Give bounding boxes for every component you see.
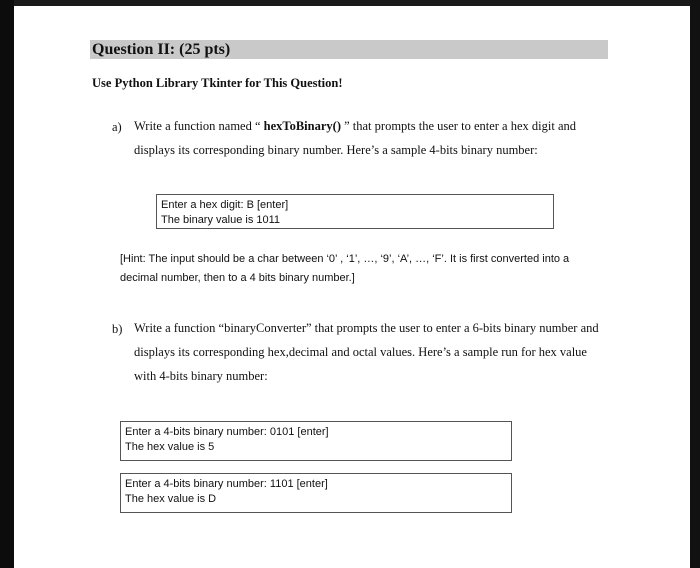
part-a-text-before: Write a function named “ xyxy=(134,119,264,133)
sample-a-line1: Enter a hex digit: B [enter] xyxy=(161,199,289,211)
part-a-line1 xyxy=(134,114,634,138)
part-b-line2: displays its corresponding hex,decimal and octal values. Here’s a sample run for hex value xyxy=(134,345,587,359)
sample-b2-line1: Enter a 4-bits binary number: 1101 [enter] xyxy=(125,478,328,490)
hint-line1: [Hint: The input should be a char between ‘0’ , ‘1’, …, ‘9’, ‘A’, …, ‘F’. It is first converted into a xyxy=(120,253,570,265)
sample-box-b2 xyxy=(120,473,512,513)
part-b-text xyxy=(134,316,634,388)
frame-left xyxy=(0,0,14,568)
part-a-text xyxy=(134,114,634,162)
part-b-line3: with 4-bits binary number: xyxy=(134,369,268,383)
sample-b1-line1: Enter a 4-bits binary number: 0101 [enter] xyxy=(125,426,329,438)
sample-box-b1 xyxy=(120,421,512,461)
part-a-text-after: ” that prompts the user to enter a hex digit and xyxy=(340,119,576,133)
instruction: Use Python Library Tkinter for This Question! xyxy=(92,76,343,90)
part-b-line1: Write a function “binaryConverter” that prompts the user to enter a 6-bits binary number and xyxy=(134,321,599,335)
question-header: Question II: (25 pts) xyxy=(90,40,608,59)
sample-b2-line2: The hex value is D xyxy=(125,493,217,505)
sample-b1-line2: The hex value is 5 xyxy=(125,441,215,453)
part-a-marker: a) xyxy=(112,120,122,134)
frame-top xyxy=(0,0,700,6)
hint xyxy=(120,250,620,288)
sample-box-a xyxy=(156,194,554,229)
hint-line2: decimal number, then to a 4 bits binary number.] xyxy=(120,272,355,284)
frame-right xyxy=(690,0,700,568)
part-b-marker: b) xyxy=(112,322,123,336)
part-a-line2: displays its corresponding binary number. Here’s a sample 4-bits binary number: xyxy=(134,143,538,157)
function-name: hexToBinary() xyxy=(263,119,341,133)
sample-a-line2: The binary value is 1011 xyxy=(161,214,281,226)
